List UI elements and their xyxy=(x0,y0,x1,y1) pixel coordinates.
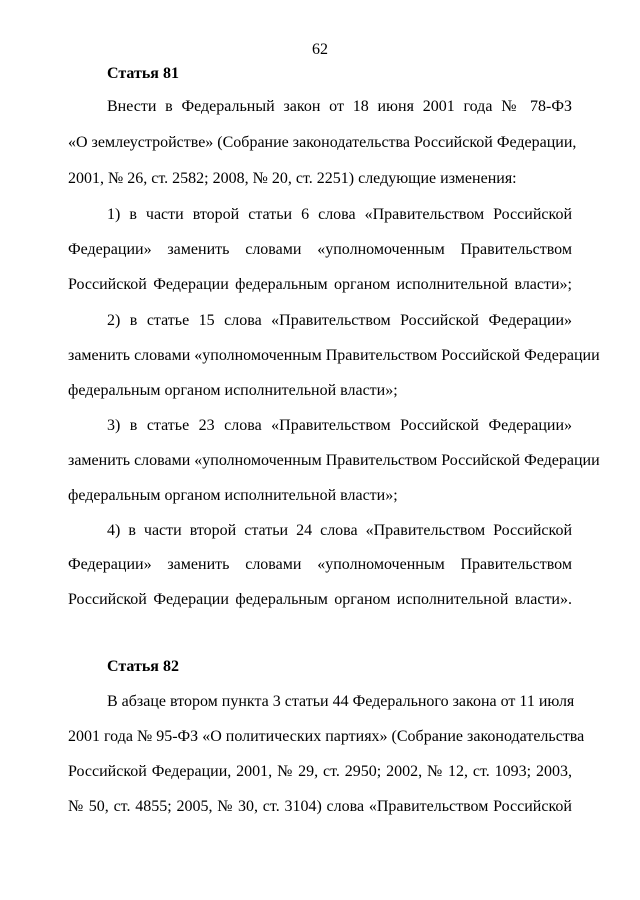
article-82-line-2: 2001 года № 95-ФЗ «О политических партиях» (Собрание законодательства xyxy=(68,728,585,745)
article-82-title: Статья 82 xyxy=(107,658,179,675)
article-81-item-1-line-2: Федерации» заменить словами «уполномоченным Правительством xyxy=(68,241,572,258)
page-number: 62 xyxy=(312,41,328,58)
article-81-item-1-line-3: Российской Федерации федеральным органом исполнительной власти»; xyxy=(68,276,572,293)
article-81-item-3-line-1: 3) в статье 23 слова «Правительством Российской Федерации» xyxy=(107,417,572,434)
article-81-item-4-line-1: 4) в части второй статьи 24 слова «Правительством Российской xyxy=(107,522,572,539)
article-81-item-3-line-3: федеральным органом исполнительной власти»; xyxy=(68,487,398,504)
article-81-item-3-line-2: заменить словами «уполномоченным Правительством Российской Федерации xyxy=(68,452,600,469)
article-81-title: Статья 81 xyxy=(107,65,179,82)
article-81-item-4-line-2: Федерации» заменить словами «уполномоченным Правительством xyxy=(68,556,572,573)
article-82-line-1: В абзаце втором пункта 3 статьи 44 Федерального закона от 11 июля xyxy=(107,693,575,710)
article-81-item-4-line-3: Российской Федерации федеральным органом исполнительной власти». xyxy=(68,591,572,608)
article-81-item-1-line-1: 1) в части второй статьи 6 слова «Правительством Российской xyxy=(107,206,572,223)
article-81-item-2-line-3: федеральным органом исполнительной власти»; xyxy=(68,382,398,399)
article-81-item-2-line-1: 2) в статье 15 слова «Правительством Российской Федерации» xyxy=(107,312,572,329)
article-81-item-2-line-2: заменить словами «уполномоченным Правительством Российской Федерации xyxy=(68,347,600,364)
article-81-line-2: «О землеустройстве» (Собрание законодательства Российской Федерации, xyxy=(68,134,577,151)
article-81-line-1: Внести в Федеральный закон от 18 июня 2001 года № 78-ФЗ xyxy=(107,98,572,115)
article-81-line-3: 2001, № 26, ст. 2582; 2008, № 20, ст. 2251) следующие изменения: xyxy=(68,170,517,187)
article-82-line-3: Российской Федерации, 2001, № 29, ст. 2950; 2002, № 12, ст. 1093; 2003, xyxy=(68,763,572,780)
article-82-line-4: № 50, ст. 4855; 2005, № 30, ст. 3104) слова «Правительством Российской xyxy=(68,798,572,815)
